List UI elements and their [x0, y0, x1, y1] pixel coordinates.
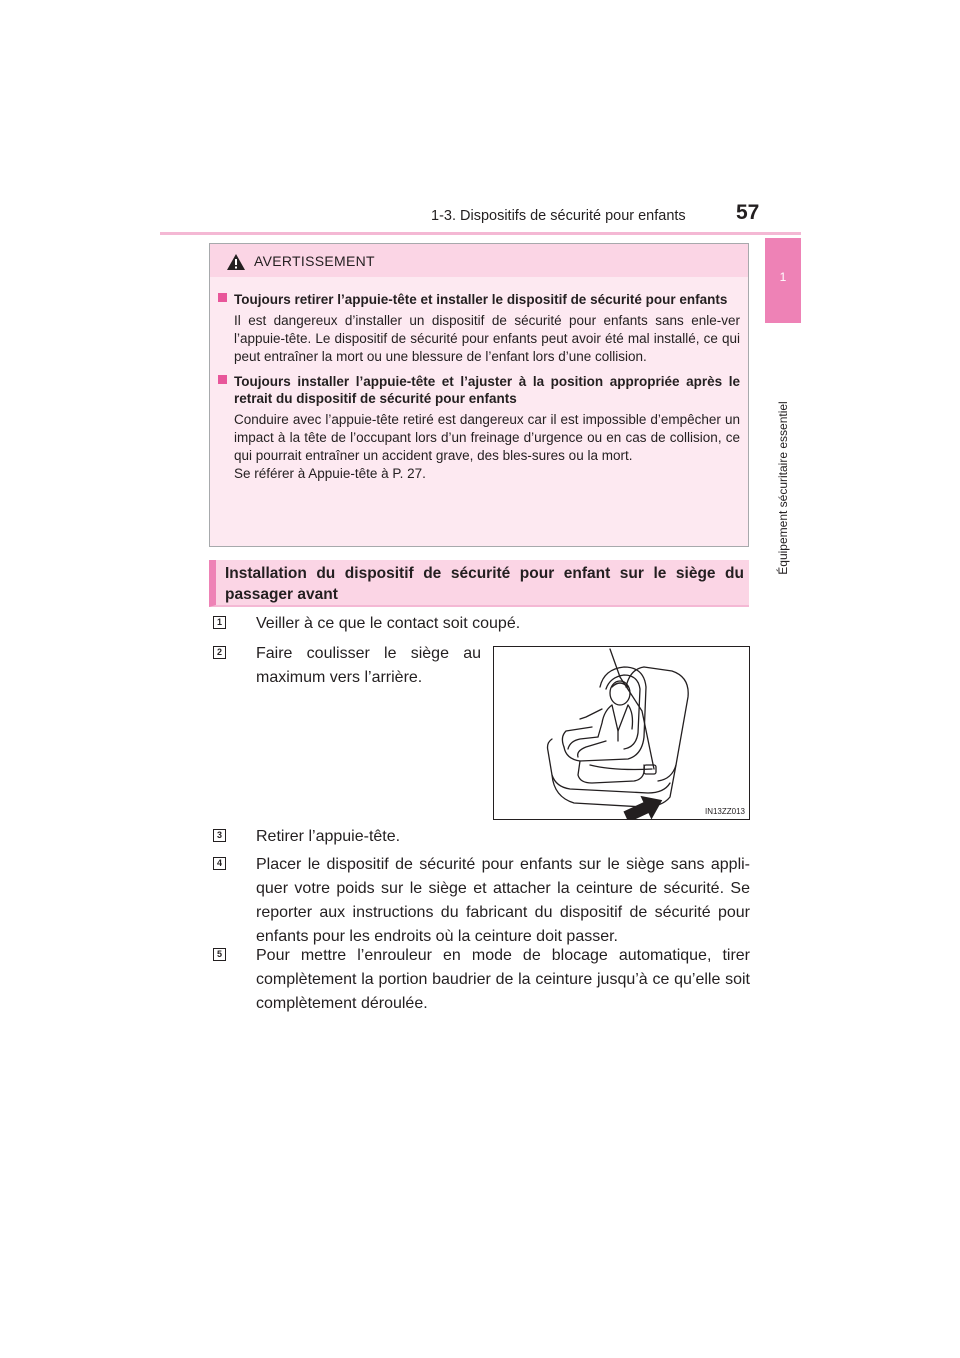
car-seat-illustration: [493, 646, 750, 820]
warning-item: [218, 291, 740, 366]
warning-bullet-icon: [218, 375, 227, 384]
warning-triangle-icon: [226, 253, 246, 271]
step-number-box: 1: [213, 616, 226, 629]
step-text: Placer le dispositif de sécurité pour enfants sur le siège sans appli-quer votre poids sur le siège et attacher la ceinture de sécurité. Se reporter aux instructions du fabricant du dispositif de sécurité pour enfants pour les endroits où la ceinture doit passer.: [256, 856, 750, 945]
step-number-box: 4: [213, 857, 226, 870]
warning-bullet-icon: [218, 293, 227, 302]
chapter-tab-number: 1: [779, 270, 787, 284]
child-seat-drawing: [494, 647, 749, 819]
header-rule: [160, 232, 801, 235]
warning-item-text: Conduire avec l’appuie-tête retiré est dangereux car il est impossible d’empêcher un impact à la tête de l’occupant lors d’un freinage d’urgence ou en cas de collision, ce qui pourrait entraîner un accident grave, des bles-sures ou la mort.: [234, 412, 740, 463]
page-number: 57: [736, 201, 760, 224]
step-text: Pour mettre l’enrouleur en mode de blocage automatique, tirer complètement la portion baudrier de la ceinture jusqu’à ce qu’elle soit complètement déroulée.: [256, 947, 750, 1012]
warning-item-heading: Toujours installer l’appuie-tête et l’ajuster à la position appropriée après le retrait du dispositif de sécurité pour enfants: [234, 374, 740, 406]
section-title: Installation du dispositif de sécurité pour enfant sur le siège du passager avant: [225, 565, 744, 603]
header-section-title: 1-3. Dispositifs de sécurité pour enfants: [431, 208, 686, 224]
step-text: Retirer l’appuie-tête.: [256, 828, 401, 845]
step-text: Faire coulisser le siège au maximum vers l’arrière.: [256, 645, 481, 686]
step-number-box: 2: [213, 646, 226, 659]
warning-item-text: Il est dangereux d’installer un dispositif de sécurité pour enfants sans enle-ver l’appuie-tête. Le dispositif de sécurité pour enfants peut avoir été mal installé, ce qui peut entraîner la mort ou une blessure de l’enfant lors d’une collision.: [234, 313, 740, 364]
warning-title: AVERTISSEMENT: [254, 253, 375, 269]
warning-item: [218, 373, 740, 483]
warning-item-heading: Toujours retirer l’appuie-tête et installer le dispositif de sécurité pour enfants: [234, 292, 728, 307]
warning-body: [210, 277, 748, 546]
warning-box: [209, 243, 749, 547]
step-number-box: 5: [213, 948, 226, 961]
section-heading-bar: [209, 560, 749, 607]
warning-header: [210, 244, 748, 278]
chapter-tab: [765, 238, 801, 323]
figure-code: IN13ZZ013: [704, 807, 745, 816]
warning-item-reference: Se référer à Appuie-tête à P. 27.: [234, 466, 426, 481]
chapter-side-label: Équipement sécuritaire essentiel: [776, 401, 790, 575]
step-text: Veiller à ce que le contact soit coupé.: [256, 615, 521, 632]
step-number-box: 3: [213, 829, 226, 842]
